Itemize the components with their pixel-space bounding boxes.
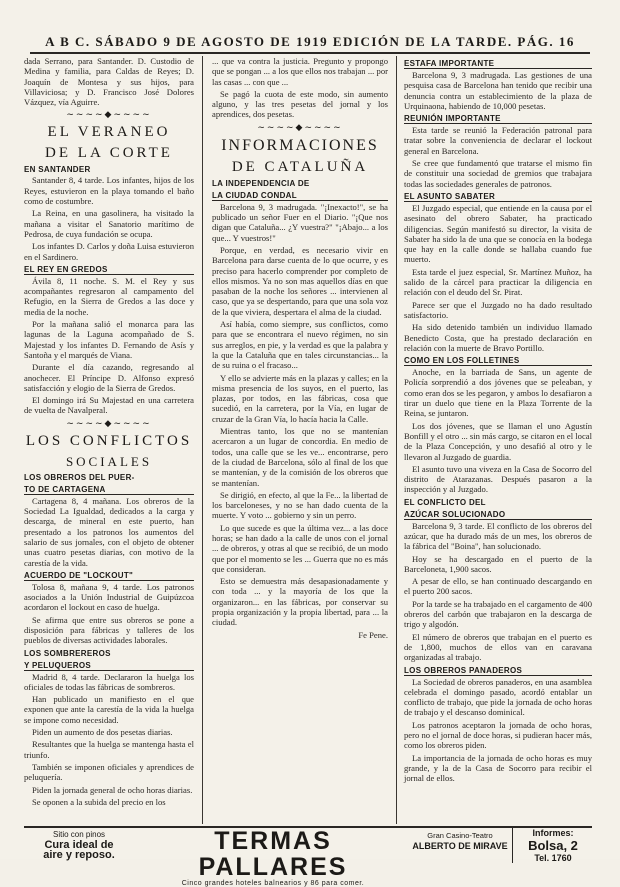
ornament-divider: ~~~~◆~~~~ — [66, 418, 152, 429]
col1-p11: Madrid 8, 4 tarde. Declararon la huelga los oficiales de todas las fábricas de sombreros. — [24, 671, 194, 692]
sub-ciudad-condal: LA CIUDAD CONDAL — [212, 191, 388, 201]
col1-intro: dada Serrano, para Santander. D. Custodio de Medina y familia, para Caldas de Reyes; D. Joaquín de Montesa y sus hijos, para Villaviciosa; y D. Francisco José Dolores Vázquez, vía Aguirre. — [24, 56, 194, 108]
sub-sombrereros: LOS SOMBREREROS — [24, 648, 111, 658]
col2-p8: Lo que sucede es que la última vez... a las doce horas; se han dado a la calle de unos con el jornal ... de obreros, y otras al que se recibió, de un modo que por el momento se les ... Guerra que no es más que consideran. — [212, 522, 388, 574]
col1-p2: La Reina, en una gasolinera, ha visitado la mañana a visitar el Sanatorio marítimo de Pedrosa, de cuya fundación se ocupa. — [24, 208, 194, 239]
sub-obreros-puerto: LOS OBREROS DEL PUER- — [24, 472, 135, 482]
col3-p1: Barcelona 9, 3 madrugada. Las gestiones de una pesquisa casa de Barcelona han tenido que recibir una denuncia contra un establecimiento de la plaza de Urquinaona, habiendo de 10,000 pesetas. — [404, 70, 592, 111]
column-rule-2 — [396, 56, 397, 824]
veraneo-title: EL VERANEO — [47, 124, 171, 141]
sub-lockout: ACUERDO DE "LOCKOUT" — [24, 571, 194, 581]
sub-folletines: COMO EN LOS FOLLETINES — [404, 356, 592, 366]
sub-conflicto: EL CONFLICTO DEL — [404, 497, 486, 507]
ad-termas-pallares — [142, 828, 404, 887]
sub-reunion: REUNIÓN IMPORTANTE — [404, 114, 592, 124]
ad4-line2: Bolsa, 2 — [528, 838, 578, 853]
advertisement-strip — [24, 826, 592, 887]
col2-p4: Así había, como siempre, sus conflictos, como para que se encontrara el nuevo régimen, no sin sus arreglos, en pie, y la verdad es que la palabra y la que la Cataluña que en tales circunstancias... la de su ruina o el fracaso... — [212, 319, 388, 371]
col1-p4: Ávila 8, 11 noche. S. M. el Rey y sus acompañantes regresaron al campamento del Refugio, en la Sierra de Gredos a las doce y media de la noche. — [24, 275, 194, 317]
ad-informes — [512, 828, 593, 863]
col3-p2: Esta tarde se reunió la Federación patronal para tratar sobre la conveniencia de declarar el lockout general en Barcelona. — [404, 125, 592, 156]
ad3-line2: ALBERTO DE MIRAVE — [412, 841, 508, 851]
col2-p1: Se pagó la cuota de este modo, sin aumento alguno, y las tres pesetas del jornal y los aprendices, dos pesetas. — [212, 88, 388, 120]
ad4-line1: Informes: — [532, 828, 574, 838]
veraneo-title-2: DE LA CORTE — [45, 145, 173, 162]
ornament-divider: ~~~~◆~~~~ — [257, 122, 343, 133]
column-1 — [24, 56, 194, 824]
ad1-line1: Sitio con pinos — [52, 830, 106, 839]
col3-p10: El asunto tuvo una viveza en la Casa de Socorro del distrito de Atarazanas. Después pasaron a la inspección y al Juzgado. — [404, 463, 592, 495]
col1-p7: El domingo irá Su Majestad en una carretera de vuelta de Navalperal. — [24, 395, 194, 416]
col3-p17: Los patronos aceptaron la jornada de ocho horas, pero no el jornal de doce horas, si pudieran hacer más, como los obreros piden. — [404, 719, 592, 751]
sub-sabater: EL ASUNTO SABATER — [404, 192, 592, 202]
ad1-line2: Cura ideal de — [44, 839, 114, 851]
col3-p5: Esta tarde el juez especial, Sr. Martínez Muñoz, ha salido de la cárcel para practicar la diligencia en relación con el deudo del Sr. Pirat. — [404, 266, 592, 298]
col3-p14: Por la tarde se ha trabajado en el cargamento de 400 obreros del carbón que trabajaron en la descarga de trigo y algodón. — [404, 598, 592, 630]
col1-p16: Piden la jornada general de ocho horas diarias. — [32, 784, 193, 795]
col2-p3: Porque, en verdad, es necesario vivir en Barcelona para darse cuenta de lo que ocurre, y es preciso para hacerlo comprender por completo de ellos mismos. Ya no son mas aquellos días en que pasaban de la noche los señores ... intervienen al caso, que ya se despertando, para que una sola voz de la que viviera, despertara el alma de la ciudad. — [212, 244, 388, 317]
col2-p6: Mientras tanto, los que no se mantenían acercaron a un lugar de concordia. En medio de todos, una calle que se les ve... encontrarse, pero de la ciudad de Barcelona, sólo al final de los que se mantenían, y de la comisión de los obreros que se mantenían. — [212, 426, 388, 488]
col1-p12: Han publicado un manifiesto en el que exponen que ante la carestía de la vida la huelga se impone como necesidad. — [24, 694, 194, 725]
col1-p8: Cartagena 8, 4 mañana. Los obreros de la Sociedad La Igualdad, dedicados a la carga y descarga, de mineral en este puerto, han presentado a los patronos los aumentos del salario de sus jornales, con el objeto de obtener unas cuatro pesetas diarias, con motivo de la carestía de la vida. — [24, 495, 194, 568]
column-rule-1 — [202, 56, 203, 824]
col3-p18: La importancia de la jornada de ocho horas es muy grande, y la de la Casa de Socorro para recibir el jornal de ellos. — [404, 752, 592, 784]
col1-p17: Se oponen a la subida del precio en los — [32, 796, 166, 807]
conflictos-title: LOS CONFLICTOS — [25, 432, 193, 449]
sub-panaderos: LOS OBREROS PANADEROS — [404, 666, 592, 676]
ad-aire-reposo — [24, 830, 134, 860]
col3-p11: Barcelona 9, 3 tarde. El conflicto de los obreros del azúcar, que ha durado más de un mes, los obreros de la fábrica del "Boina", han solucionado. — [404, 520, 592, 552]
col3-p6: Parece ser que el Juzgado no ha dado resultado satisfactorio. — [404, 299, 592, 320]
col1-p3: Los infantes D. Carlos y doña Luisa estuvieron en el Sardinero. — [24, 241, 194, 262]
ad1-line3: aire y reposo. — [43, 849, 115, 861]
col3-p16: La Sociedad de obreros panaderos, en una asamblea celebrada el domingo pasado, acordó entablar un conflicto de trabajo, que pide la jornada de ocho horas de trabajo y el descanso dominical. — [404, 676, 592, 718]
col1-p1: Santander 8, 4 tarde. Los infantes, hijos de los Reyes, estuvieron en la playa tomando el baño como de costumbre. — [24, 175, 194, 207]
col2-signature: Fe Pene. — [358, 629, 388, 640]
col3-p12: Hoy se ha descargado en el puerto de la Barceloneta, 1,900 sacos. — [404, 553, 592, 574]
col3-p8: Anoche, en la barriada de Sans, un agente de Policía sorprendió a dos jóvenes que se peleaban, y como eran dos se les pegaron, y ambos lo desafiaron a tirar un duelo que tiene en la Plaza Torrente de la Reina, se juntaron. — [404, 367, 592, 419]
sub-azucar: AZÚCAR SOLUCIONADO — [404, 510, 592, 520]
col1-p10: Se afirma que entre sus obreros se pone a disposición para fábricas y talleres de los pueblos de diversas actividades laborales. — [24, 614, 194, 646]
col1-p15: También se imponen oficiales y aprendices de peluquería. — [24, 761, 194, 783]
col1-p9: Tolosa 8, mañana 9, 4 tarde. Los patronos asociados a la Unión Industrial de Guipúzcoa acordaron el lockout en caso de huelga. — [24, 581, 194, 613]
col3-p9: Los dos jóvenes, que se llaman el uno Agustín Bonfill y el otro ... sin más cargo, se citaron en el local de la Plaza Concepción, y uno desafió al otro y le llevaron al Juzgado de guardia. — [404, 420, 592, 462]
cataluna-title: DE CATALUÑA — [231, 158, 369, 175]
col2-p7: Se dirigió, en efecto, al que la Fe... la libertad de los barceloneses, y no se han dado cuenta de la muerte. Y voto ... gobierno y sin un perro. — [212, 489, 388, 521]
sub-cartagena: TO DE CARTAGENA — [24, 485, 194, 495]
col2-p5: Y ello se advierte más en la plazas y calles; en la misma presencia de los suyos, en el puerto, las plazas, por todos, en las fábricas, cosa que sucedió, en la carretera, por la Vía, en lugar de cruzar de la Gran Vía, lo hacía hacia la Calle. — [212, 372, 388, 424]
ad2-title: TERMAS PALLARES — [198, 827, 348, 881]
conflictos-title-2: SOCIALES — [65, 453, 153, 469]
sub-santander: EN SANTANDER — [24, 165, 91, 175]
col1-p13: Piden un aumento de dos pesetas diarias. — [32, 727, 173, 738]
col3-p7: Ha sido detenido también un individuo llamado Benedicto Costa, que ha prestado declaración en relación con la muerte de Bravo Portillo. — [404, 322, 592, 353]
col3-p4: El Juzgado especial, que entiende en la causa por el asesinato del obrero Sabater, ha practicado diligencias. Según manifestó su director, la visita de Sabater ha sido la de una que se conocía en la bodega que hay en la calle donde se hallaba cuando fue muerto. — [404, 202, 592, 265]
col2-p2: Barcelona 9, 3 madrugada. "¡Inexacto!", se ha publicado un señor Fuer en el Diario. "¡Que nos digan que Cataluña... ¿Y vuestra?" "¡Abajo... a los que... Y vuestros!" — [212, 201, 388, 243]
header-rule — [30, 52, 590, 54]
column-3 — [404, 56, 592, 824]
col3-p13: A pesar de ello, se han continuado descargando en el puerto 200 sacos. — [404, 576, 592, 597]
ad3-line1: Gran Casino-Teatro — [427, 831, 493, 840]
col1-p5: Por la mañana salió el monarca para las lagunas de la Laguna acompañado de S. Majestad y los infantes D. Fernando de Asís y Santoña y el marqués de Viana. — [24, 319, 194, 360]
ad4-line3: Tel. 1760 — [534, 853, 572, 863]
sub-peluqueros: Y PELUQUEROS — [24, 661, 194, 671]
col1-p14: Resultantes que la huelga se mantenga hasta el triunfo. — [24, 739, 194, 760]
col3-p15: El número de obreros que trabajan en el puerto es de 1,800, muchos de ellos van en caravana organizadas al trabajo. — [404, 631, 592, 663]
col3-p3: Se cree que fundamentó que tratarse el mismo fin de constituir una sociedad de gremios que trabajara todas las sociedades generales de patronos. — [404, 158, 592, 189]
col1-p6: Durante el día cazando, regresando al anochecer. El Príncipe D. Alfonso expresó satisfacción y elogio de la Sierra de Gredos. — [24, 362, 194, 393]
ad2-tagline: Cinco grandes hoteles balnearios y 86 para comer. — [181, 880, 365, 887]
ad-gran-casino — [412, 830, 508, 852]
sub-independencia: LA INDEPENDENCIA DE — [212, 178, 310, 188]
ornament-divider: ~~~~◆~~~~ — [66, 110, 152, 121]
col2-intro: ... que va contra la justicia. Pregunto y propongo que se pongan ... a los que ellos nos trabajan ... por las casas ... con que ... — [212, 56, 388, 87]
col2-p9: Esto se demuestra más desapasionadamente y con toda ... y la mayoría de los que la organizaron... en las fábricas, por conservar su propia organización y la propia libertad, para ... la ciudad. — [212, 576, 388, 628]
page-header: A B C. SÁBADO 9 DE AGOSTO DE 1919 EDICIÓN DE LA TARDE. PÁG. 16 — [45, 34, 575, 49]
informaciones-title: INFORMACIONES — [221, 136, 379, 154]
sub-gredos: EL REY EN GREDOS — [24, 265, 194, 275]
column-2 — [212, 56, 388, 824]
sub-estafa: ESTAFA IMPORTANTE — [404, 59, 592, 69]
